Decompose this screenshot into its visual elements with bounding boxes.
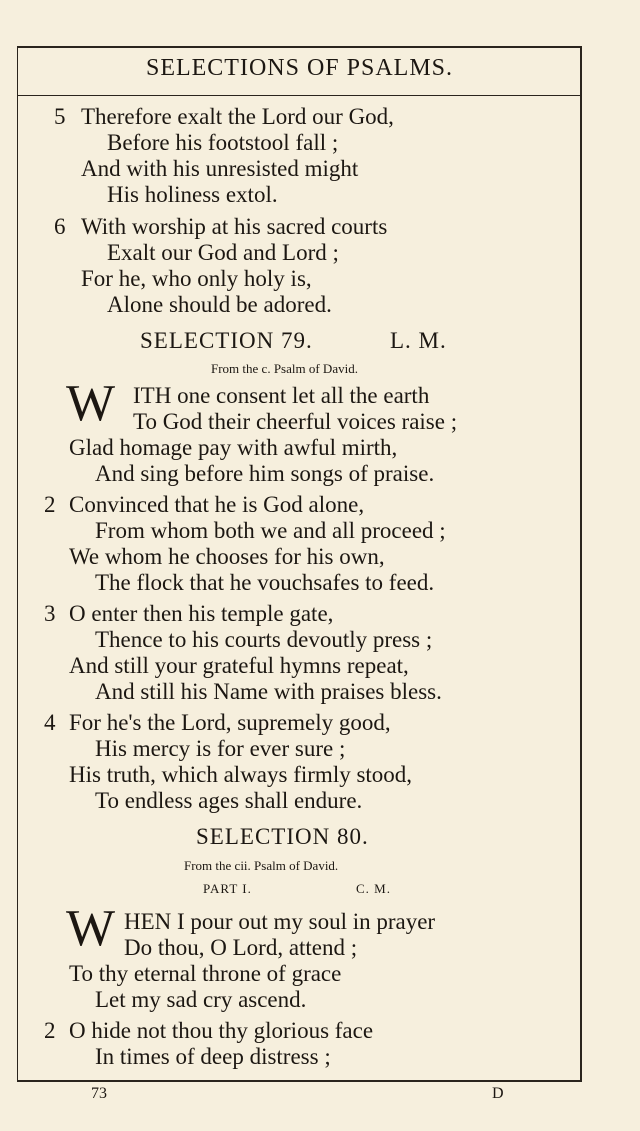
stanza-number: 4 xyxy=(44,710,56,735)
frame-top-rule xyxy=(17,46,582,48)
verse-line: Let my sad cry ascend. xyxy=(95,987,307,1012)
psalm-source: From the c. Psalm of David. xyxy=(211,361,358,376)
verse-line: Therefore exalt the Lord our God, xyxy=(81,104,394,129)
verse-line: The flock that he vouchsafes to feed. xyxy=(95,570,435,595)
verse-line: ITH one consent let all the earth xyxy=(133,383,430,408)
verse-line: We whom he chooses for his own, xyxy=(69,544,385,569)
verse-line: And with his unresisted might xyxy=(81,156,359,181)
running-head: SELECTIONS OF PSALMS. xyxy=(145,55,454,81)
signature-mark: D xyxy=(492,1085,504,1102)
verse-line: Before his footstool fall ; xyxy=(107,130,339,155)
psalm-source: From the cii. Psalm of David. xyxy=(184,858,339,873)
verse-line: Do thou, O Lord, attend ; xyxy=(124,935,358,960)
page-number: 73 xyxy=(91,1085,107,1102)
meter-label: L. M. xyxy=(390,328,447,353)
selection-heading: SELECTION 79. xyxy=(140,328,313,353)
stanza-number: 6 xyxy=(54,214,66,239)
verse-line: His mercy is for ever sure ; xyxy=(95,736,346,761)
part-label: PART I. xyxy=(203,881,252,896)
stanza-number: 5 xyxy=(54,104,66,129)
verse-line: To thy eternal throne of grace xyxy=(69,961,342,986)
verse-line: Exalt our God and Lord ; xyxy=(107,240,339,265)
stanza-number: 2 xyxy=(44,492,56,517)
verse-line: HEN I pour out my soul in prayer xyxy=(124,909,436,934)
verse-line: Alone should be adored. xyxy=(107,292,332,317)
verse-line: To God their cheerful voices raise ; xyxy=(133,409,458,434)
selection-heading: SELECTION 80. xyxy=(196,824,369,849)
header-rule xyxy=(17,95,582,96)
verse-line: Glad homage pay with awful mirth, xyxy=(69,435,398,460)
drop-capital: W xyxy=(66,900,116,957)
verse-line: His truth, which always firmly stood, xyxy=(69,762,413,787)
verse-line: And still his Name with praises bless. xyxy=(95,679,442,704)
verse-line: Thence to his courts devoutly press ; xyxy=(95,627,433,652)
verse-line: For he's the Lord, supremely good, xyxy=(69,710,391,735)
verse-line: And sing before him songs of praise. xyxy=(95,461,435,486)
meter-label: C. M. xyxy=(356,881,391,896)
verse-line: With worship at his sacred courts xyxy=(81,214,388,239)
verse-line: Convinced that he is God alone, xyxy=(69,492,365,517)
verse-line: His holiness extol. xyxy=(107,182,278,207)
verse-line: O hide not thou thy glorious face xyxy=(69,1018,374,1043)
verse-line: In times of deep distress ; xyxy=(95,1044,331,1069)
verse-line: And still your grateful hymns repeat, xyxy=(69,653,409,678)
drop-capital: W xyxy=(66,375,116,432)
verse-line: For he, who only holy is, xyxy=(81,266,312,291)
frame-left-rule xyxy=(17,46,18,1081)
frame-bottom-rule xyxy=(17,1080,582,1082)
stanza-number: 3 xyxy=(44,601,56,626)
verse-line: From whom both we and all proceed ; xyxy=(95,518,446,543)
frame-right-rule xyxy=(580,46,582,1081)
verse-line: To endless ages shall endure. xyxy=(95,788,363,813)
stanza-number: 2 xyxy=(44,1018,56,1043)
verse-line: O enter then his temple gate, xyxy=(69,601,334,626)
